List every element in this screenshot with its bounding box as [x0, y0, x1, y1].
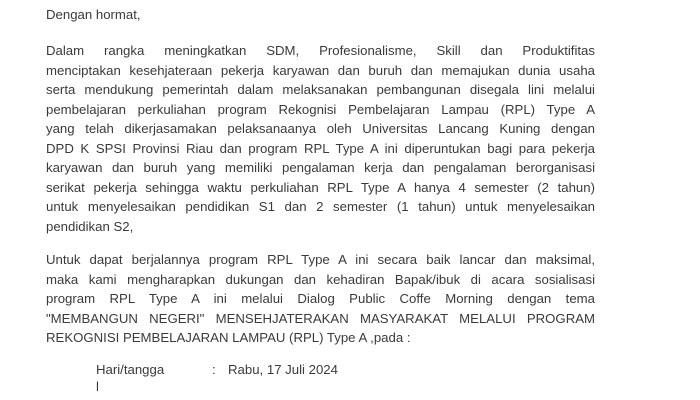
paragraph-invitation [46, 250, 595, 348]
paragraph-intro-line: menciptakan kesehjateraan pekerja karyawan dan buruh dan memajukan dunia usaha [46, 62, 595, 78]
paragraph-intro-line: Dalam rangka meningkatkan SDM, Profesionalisme, Skill dan Produktifitas [46, 43, 595, 58]
paragraph-intro-line: DPD K SPSI Provinsi Riau dan program RPL Type A ini diperuntukan bagi para pekerja [46, 140, 595, 156]
event-detail-label: Hari/tangga [96, 362, 165, 377]
paragraph-invitation-line: Untuk dapat berjalannya program RPL Type A ini secara baik lancar dan maksimal, [46, 252, 595, 267]
paragraph-invitation-line: REKOGNISI PEMBELAJARAN LAMPAU (RPL) Type A ,pada : [46, 330, 411, 345]
paragraph-intro-line: untuk menyelesaikan pendidikan S1 dan 2 semester (1 tahun) untuk menyelesaikan [46, 199, 595, 214]
paragraph-intro-line: serikat pekerja sehingga waktu perkuliahan RPL Type A hanya 4 semester (2 tahun) [46, 179, 595, 195]
paragraph-invitation-line: program RPL Type A ini melalui Dialog Public Coffe Morning dengan tema [46, 291, 595, 306]
event-details-row [46, 362, 595, 380]
paragraph-intro-line: pembelajaran perkuliahan program Rekognisi Pembelajaran Lampau (RPL) Type A [46, 101, 595, 117]
salutation: Dengan hormat, [46, 7, 141, 22]
paragraph-intro-line: serta mendukung pemerintah dalam melaksanakan pembangunan disegala lini melalui [46, 82, 595, 97]
paragraph-invitation-line: maka kami mengharapkan dukungan dan kehadiran Bapak/ibuk di acara sosialisasi [46, 271, 595, 287]
event-detail-label-overflow: l [96, 379, 99, 394]
event-detail-value: Rabu, 17 Juli 2024 [228, 362, 338, 377]
paragraph-intro-line: pendidikan S2, [46, 218, 134, 234]
paragraph-intro [46, 41, 595, 236]
paragraph-invitation-line: "MEMBANGUN NEGERI" MENSEHJATERAKAN MASYARAKAT MELALUI PROGRAM [46, 310, 595, 326]
paragraph-intro-line: karyawan dan buruh yang memiliki pengalaman kerja dan pengalaman berorganisasi [46, 160, 595, 175]
event-detail-separator: : [212, 362, 216, 377]
paragraph-intro-line: yang telah dikerjasamakan pelaksanaanya oleh Universitas Lancang Kuning dengan [46, 121, 595, 136]
